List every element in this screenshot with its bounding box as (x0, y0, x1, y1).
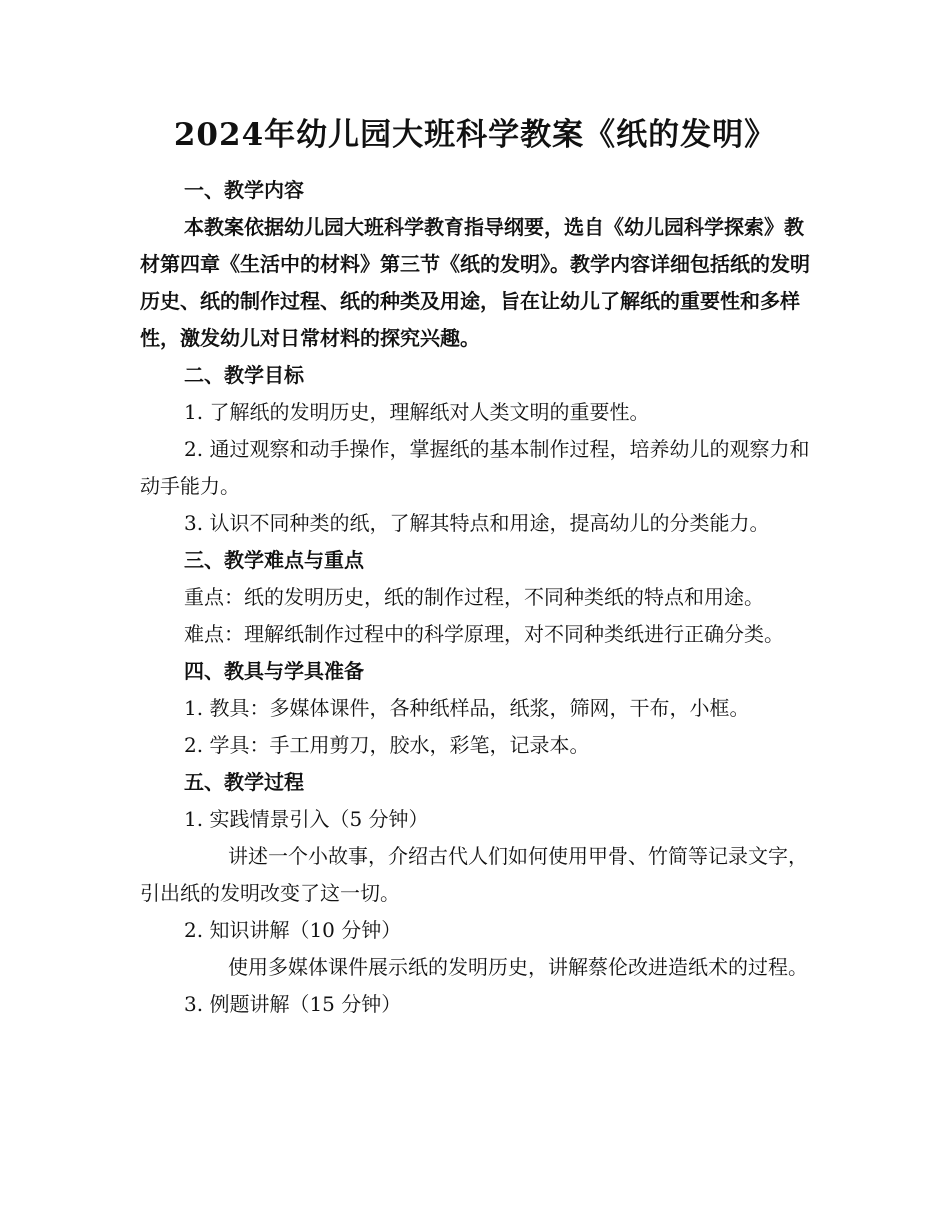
process-step-3: 3. 例题讲解（15 分钟） (184, 992, 402, 1016)
process-step-2-body: 使用多媒体课件展示纸的发明历史，讲解蔡伦改进造纸术的过程。 (228, 955, 808, 979)
goal-item-3: 3. 认识不同种类的纸，了解其特点和用途，提高幼儿的分类能力。 (184, 511, 770, 535)
section-heading-materials: 四、教具与学具准备 (184, 659, 364, 683)
process-step-1-body: 讲述一个小故事，介绍古代人们如何使用甲骨、竹简等记录文字，引出纸的发明改变了这一切。 (140, 844, 808, 905)
section-heading-content: 一、教学内容 (184, 178, 304, 202)
key-point-item: 重点：纸的发明历史，纸的制作过程，不同种类纸的特点和用途。 (184, 585, 764, 609)
section-heading-goals: 二、教学目标 (184, 363, 304, 387)
goal-item-1: 1. 了解纸的发明历史，理解纸对人类文明的重要性。 (184, 400, 650, 424)
materials-item-1: 1. 教具：多媒体课件，各种纸样品，纸浆，筛网，干布，小框。 (184, 696, 750, 720)
section-heading-process: 五、教学过程 (184, 770, 304, 794)
process-step-2: 2. 知识讲解（10 分钟） (184, 918, 402, 942)
document-title: 2024年幼儿园大班科学教案《纸的发明》 (173, 117, 777, 153)
materials-item-2: 2. 学具：手工用剪刀，胶水，彩笔，记录本。 (184, 733, 590, 757)
section-content-paragraph: 本教案依据幼儿园大班科学教育指导纲要，选自《幼儿园科学探索》教材第四章《生活中的材料》第三节《纸的发明》。教学内容详细包括纸的发明历史、纸的制作过程、纸的种类及用途，旨在让幼儿了解纸的重要性和多样性，激发幼儿对日常材料的探究兴趣。 (140, 215, 810, 350)
difficulty-item: 难点：理解纸制作过程中的科学原理，对不同种类纸进行正确分类。 (184, 622, 784, 646)
process-step-1: 1. 实践情景引入（5 分钟） (184, 807, 429, 831)
section-heading-key-points: 三、教学难点与重点 (184, 548, 364, 572)
goal-item-2: 2. 通过观察和动手操作，掌握纸的基本制作过程，培养幼儿的观察力和动手能力。 (140, 437, 810, 498)
